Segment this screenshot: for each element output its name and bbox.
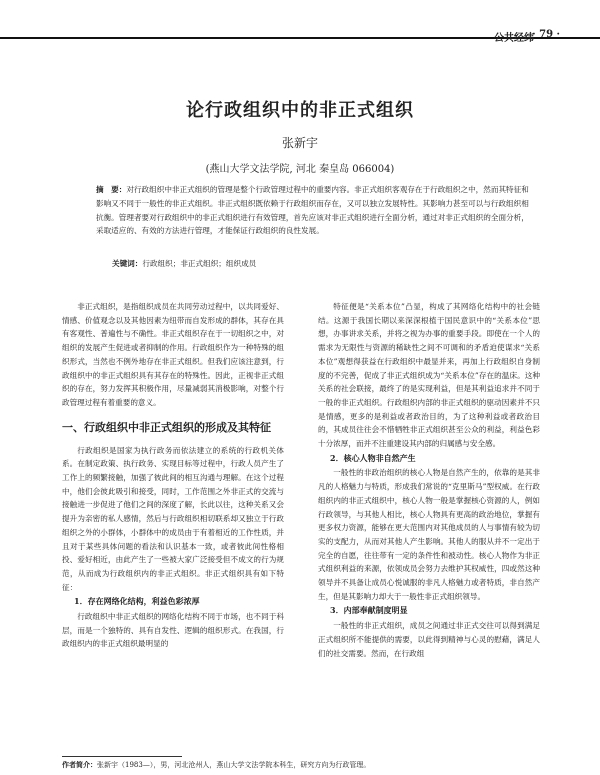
author-footnote [62,760,540,770]
journal-section-name: 公共经纬 [494,33,534,44]
subsection-1-continued: 特征便是“关系本位”凸显，构成了其网络化结构中的社会链结。这源于我国长期以来深深根植于国民意识中的“关系本位”思想，办事讲求关系，并将之视为办事的重要手段。即使在一个人的需求为无限性与资源的稀缺性之间不可调和的矛盾迫使谋求“关系本位”观想得获益在行政组织中最显并来，再加上行政组织自身制度的不完善，促成了非正式组织成为“关系本位”存在的温床。这种关系的社会联接，最终了的是实现利益，但是其利益追求并不同于一般的非正式组织。行政组织内部的非正式组织的驱动因素并不只是情感，更多的是利益或者政治目的，为了这种利益或者政治目的，其成员往往会不惜牺牲非正式组织甚至公众的利益，利益色彩十分浓厚，而并不注重建设其内部的归属感与安全感。 [318,302,540,449]
abstract-text: 对行政组织中非正式组织的管理是整个行政管理过程中的重要内容。非正式组织客观存在于行政组织之中，然而其特征和影响又不同于一般性的非正式组织。非正式组织既依赖于行政组织而存在，又可以独立发展特性。其影响力甚至可以与行政组织相抗衡。管理者要对行政组织中的非正式组织进行有效管理，首先应该对非正式组织进行全面分析，通过对非正式组织的全面分析，采取适应的、有效的方法进行管理，才能保证行政组织的良性发展。 [96,185,529,236]
abstract [96,183,532,238]
subsection-3-paragraph: 一般性的非正式组织，成员之间通过非正式交往可以得到满足正式组织所不能提供的需要，以此得到精神与心灵的慰藉，满足人们的社交需要。然而，在行政组 [318,621,540,658]
abstract-label: 摘 要： [96,185,127,194]
subsection-2-paragraph: 一般性的非政治组织的核心人物是自然产生的，依靠的是其非凡的人格魅力与特质，形成我们常说的“克里斯马”型权威。在行政组织内的非正式组织中，核心人物一般是掌握核心资源的人，例如行政领导，与其他人相比，核心人物具有更高的政治地位，掌握有更多权力资源，能够在更大范围内对其他成员的人与事情有较为切实的支配力，从而对其他人产生影响。其他人的服从并不一定出于完全的自愿，往往带有一定的条件性和被动性。核心人物作为非正式组织利益的来源，依领成员会努力去维护其权威性，四或然这种领导并不具备让成员心悦诚服的非凡人格魅力或者特质，非自然产生，但是其影响力却大于一般性非正式组织领导。 [318,468,540,601]
subsection-heading-1: 1．存在网络化结构，利益色彩浓厚 [74,596,200,607]
keywords-label: 关键词： [112,259,143,268]
page-number: · 79 · [532,29,560,40]
section-1-paragraph: 行政组织是国家为执行政务而依法建立的系统的行政机关体系。在制定政策、执行政务、实现目标等过程中，行政人员产生了工作上的频繁接触，加强了彼此间的相互沟通与理解。在这个过程中，他们会彼此吸引和接受，同时，工作范围之外非正式的交流与接触进一步促进了他们之间的深度了解，长此以往，这种关系又会提升为亲密的私人感情，然后与行政组织相切联系却又独立于行政组织之外的小群体，小群体中的成员由于有着相近的工作性质，并且对于某些具体问题的看法和认识基本一致，或者彼此间性格相投、爱好相近，由此产生了一些被大家广泛接受但不成文的行为规范，从而成为行政组织内的非正式组织。非正式组织具有如下特征： [62,445,284,592]
keywords [112,258,532,269]
footnote-rule [62,756,182,757]
article-title: 论行政组织中的非正式组织 [186,100,414,121]
subsection-heading-2: 2．核心人物非自然产生 [330,452,416,463]
footnote-text: 张新宇（1983—），男，河北沧州人，燕山大学文法学院本科生，研究方向为行政管理。 [97,761,371,769]
intro-paragraph: 非正式组织，是指组织成员在共同劳动过程中，以共同爱好、情感、价值观念以及其他因素为纽带而自发形成的群体，其存在具有客观性、普遍性与不确性。非正式组织存在于一切组织之中，对组织的发展产生促进或者抑制的作用。行政组织作为一种特殊的组织形式，当然也不例外地存在非正式组织。但我们应该注意到，行政组织中的非正式组织具有其存在的特殊性。因此，正视非正式组织的存在，努力发挥其积极作用，尽量减弱其消极影响，对整个行政管理过程有着重要的意义。 [62,302,284,407]
footnote-label: 作者简介： [62,760,97,769]
section-heading-1: 一、行政组织中非正式组织的形成及其特征 [62,420,271,434]
author-name: 张新宇 [281,136,318,150]
right-column [318,300,540,660]
subsection-1-paragraph: 行政组织中非正式组织的网络化结构不同于市场，也不同于科层，而是一个独特的、具有自发性、逻辑的组织形式。在我国，行政组织内的非正式组织最明显的 [62,612,284,649]
left-column [62,300,284,651]
subsection-heading-3: 3．内部奉献制度明显 [330,605,408,616]
author-affiliation: (燕山大学文法学院, 河北 秦皇岛 066004) [205,164,395,175]
keywords-text: 行政组织；非正式组织；组织成员 [142,259,257,268]
